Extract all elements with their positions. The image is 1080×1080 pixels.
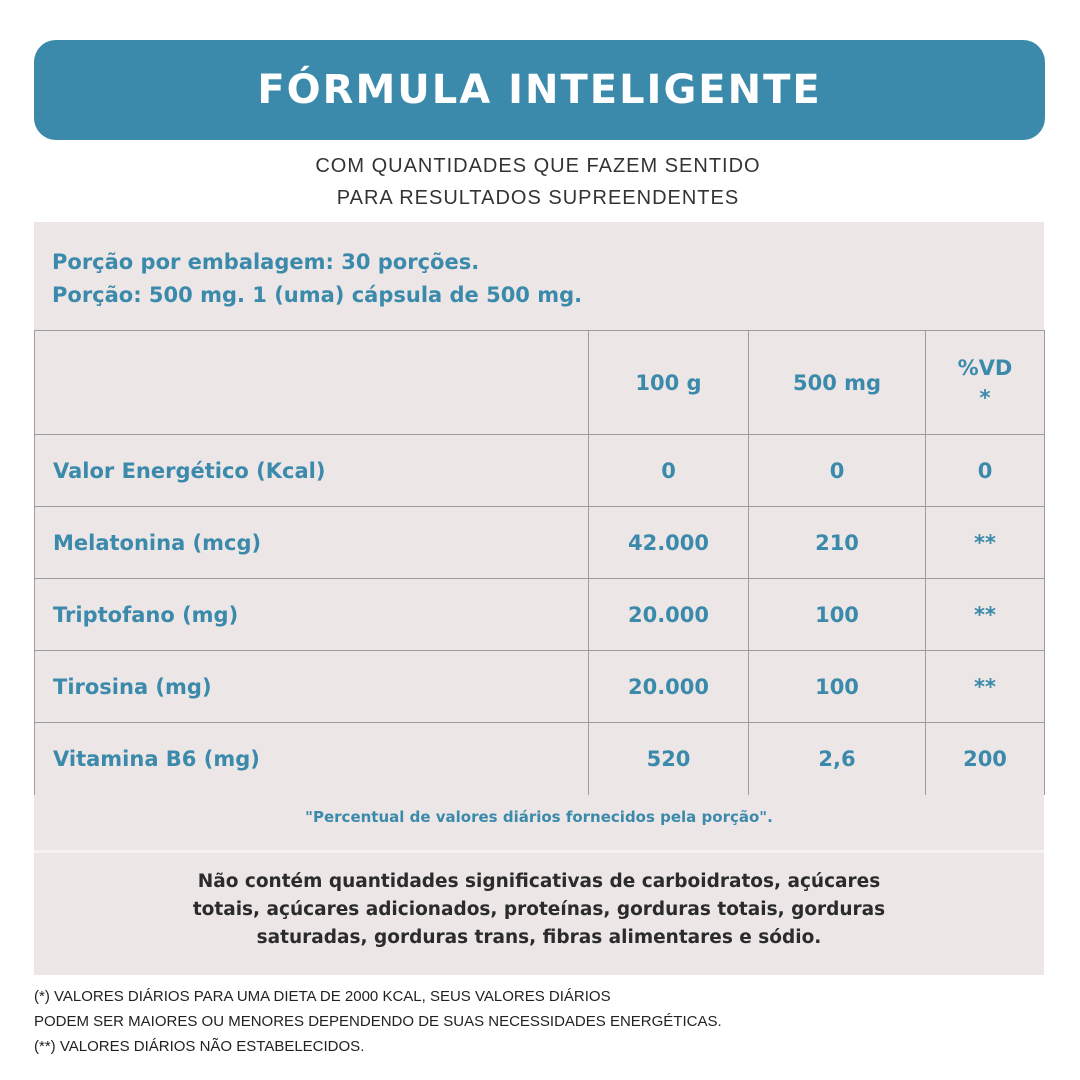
- row-value-500mg: 100: [749, 579, 926, 651]
- nutrition-table: [34, 330, 1045, 795]
- subtitle: [0, 150, 1076, 214]
- row-value-500mg: 100: [749, 651, 926, 723]
- row-value-vd: **: [926, 507, 1045, 579]
- row-value-100g: 0: [589, 435, 749, 507]
- row-label: Tirosina (mg): [35, 651, 589, 723]
- row-value-500mg: 210: [749, 507, 926, 579]
- subtitle-line-2: PARA RESULTADOS SUPREENDENTES: [336, 187, 740, 209]
- vd-note: "Percentual de valores diários fornecidos pela porção".: [305, 808, 773, 826]
- row-value-100g: 42.000: [589, 507, 749, 579]
- footnote-2: PODEM SER MAIORES OU MENORES DEPENDENDO DE SUAS NECESSIDADES ENERGÉTICAS.: [34, 1013, 722, 1030]
- row-value-500mg: 2,6: [749, 723, 926, 795]
- row-value-500mg: 0: [749, 435, 926, 507]
- header-cell-label: [35, 331, 589, 435]
- panel-divider: [34, 850, 1044, 853]
- row-label: Triptofano (mg): [35, 579, 589, 651]
- row-value-100g: 20.000: [589, 651, 749, 723]
- row-value-vd: 0: [926, 435, 1045, 507]
- header-cell-100g: 100 g: [589, 331, 749, 435]
- page-title: FÓRMULA INTELIGENTE: [257, 67, 822, 113]
- row-value-vd: **: [926, 651, 1045, 723]
- portion-size: Porção: 500 mg. 1 (uma) cápsula de 500 mg.: [52, 283, 583, 307]
- header-vd-text: %VD: [957, 355, 1013, 380]
- subtitle-line-1: COM QUANTIDADES QUE FAZEM SENTIDO: [315, 155, 761, 177]
- disclaimer-line-2: totais, açúcares adicionados, proteínas, gorduras totais, gorduras: [192, 899, 886, 920]
- row-value-vd: 200: [926, 723, 1045, 795]
- table-row: [35, 723, 1045, 795]
- table-row: [35, 507, 1045, 579]
- disclaimer: [74, 868, 1004, 952]
- row-value-100g: 20.000: [589, 579, 749, 651]
- row-value-vd: **: [926, 579, 1045, 651]
- footnotes: [34, 984, 722, 1059]
- title-banner: [34, 40, 1045, 140]
- disclaimer-line-3: saturadas, gorduras trans, fibras alimentares e sódio.: [256, 927, 822, 948]
- row-label: Vitamina B6 (mg): [35, 723, 589, 795]
- header-cell-vd: [926, 331, 1045, 435]
- header-vd-asterisk: *: [979, 385, 991, 410]
- row-label: Melatonina (mcg): [35, 507, 589, 579]
- footnote-1: (*) VALORES DIÁRIOS PARA UMA DIETA DE 2000 KCAL, SEUS VALORES DIÁRIOS: [34, 988, 611, 1005]
- table-row: [35, 435, 1045, 507]
- portion-info: [52, 246, 582, 312]
- row-value-100g: 520: [589, 723, 749, 795]
- nutrition-panel: [34, 222, 1044, 975]
- table-row: [35, 579, 1045, 651]
- row-label: Valor Energético (Kcal): [35, 435, 589, 507]
- table-header-row: [35, 331, 1045, 435]
- footnote-3: (**) VALORES DIÁRIOS NÃO ESTABELECIDOS.: [34, 1038, 365, 1055]
- header-cell-500mg: 500 mg: [749, 331, 926, 435]
- disclaimer-line-1: Não contém quantidades significativas de carboidratos, açúcares: [197, 871, 881, 892]
- table-row: [35, 651, 1045, 723]
- portion-per-package: Porção por embalagem: 30 porções.: [52, 250, 480, 274]
